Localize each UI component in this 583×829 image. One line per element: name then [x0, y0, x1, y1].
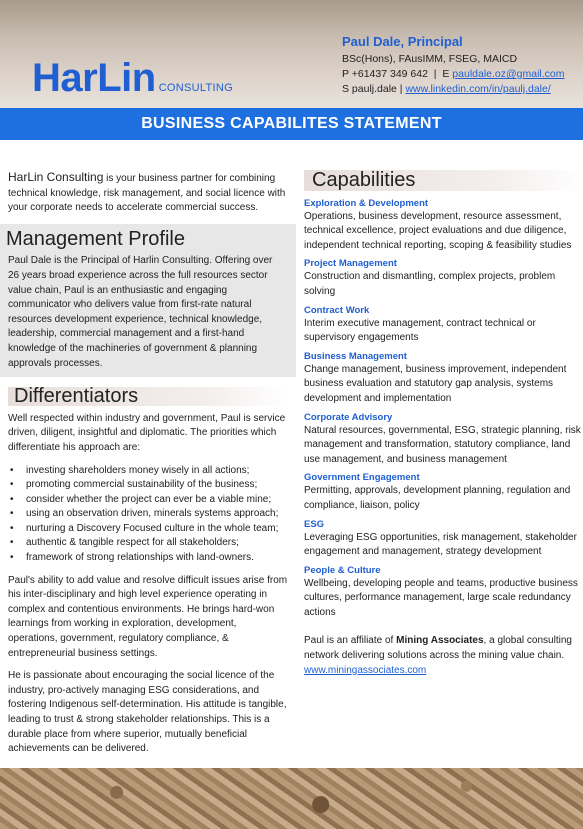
right-column	[304, 170, 583, 678]
management-profile-section	[0, 224, 296, 377]
footer-rock-image	[0, 768, 583, 829]
capability-desc: Operations, business development, resource assessment, technical excellence, project evaluations and due diligence, independent technical reporting, scoping & feasibility studies	[304, 210, 572, 251]
linkedin-link[interactable]: www.linkedin.com/in/paulj.dale/	[405, 83, 551, 95]
intro-text: is your business partner for combining technical knowledge, risk management, and social licence with your corporate needs to accelerate commercial success.	[8, 173, 286, 214]
list-item: • authentic & tangible respect for all stakeholders;	[8, 536, 288, 551]
capability-title: Government Engagement	[304, 472, 420, 484]
logo-sub: CONSULTING	[158, 82, 233, 94]
email-prefix: E	[442, 68, 450, 80]
credentials: BSc(Hons), FAusIMM, FSEG, MAICD	[342, 53, 518, 65]
differentiators-intro: Well respected within industry and government, Paul is service driven, diligent, insightful and diplomatic. The priorities which differentiate his approach are:	[8, 412, 286, 453]
capability-title: People & Culture	[304, 564, 381, 576]
capabilities-heading: Capabilities	[304, 170, 583, 191]
capability-desc: Wellbeing, developing people and teams, productive business cultures, performance management, large scale redundancy actions	[304, 577, 578, 618]
differentiators-para-2: He is passionate about encouraging the social licence of the industry, pro-actively managing ESG considerations, and fostering Indigenous self-determination. His attitude is tangible, leading to trust & strong stakeholder relationships. This is a durable place from where superior, mutually beneficial achievements can be delivered.	[8, 670, 287, 755]
capability-title: Corporate Advisory	[304, 411, 393, 423]
list-item: • using an observation driven, minerals systems approach;	[8, 507, 288, 522]
list-item: • framework of strong relationships with land-owners.	[8, 551, 288, 566]
list-item: • consider whether the project can ever be a viable mine;	[8, 493, 288, 508]
contact-line-skype	[342, 82, 565, 97]
header	[0, 0, 583, 108]
skype: S paulj.dale	[342, 83, 397, 95]
contact-line-phone	[342, 67, 565, 82]
management-text: Paul Dale is the Principal of Harlin Consulting. Offering over 26 years broad experience across the full resources sector value chain, Paul is an enthusiastic and engaging communicator who delivers value from first-rate natural resources development experience, technical knowledge, leadership, commercial management and a first-hand knowledge of the machineries of government & planning approvals processes.	[8, 255, 273, 369]
separator: |	[399, 83, 403, 95]
capability-title: Exploration & Development	[304, 197, 429, 209]
management-heading: Management Profile	[6, 227, 185, 250]
list-item: • promoting commercial sustainability of the business;	[8, 478, 288, 493]
list-item: • investing shareholders money wisely in all actions;	[8, 464, 288, 479]
capability-title: Project Management	[304, 258, 397, 270]
capability-title: Business Management	[304, 350, 407, 362]
affiliate-post: , a global consulting network delivering solutions across the mining value chain.	[304, 635, 572, 662]
capability-desc: Leveraging ESG opportunities, risk management, stakeholder engagement and management, strategy development	[304, 531, 577, 558]
capability-title: ESG	[304, 518, 325, 530]
logo-main: HarLin	[32, 56, 156, 100]
differentiators-heading: Differentiators	[8, 387, 288, 406]
title-banner: BUSINESS CAPABILITES STATEMENT	[0, 108, 583, 140]
capability-title: Contract Work	[304, 304, 370, 316]
affiliate-link[interactable]: www.miningassociates.com	[304, 664, 427, 676]
differentiators-list	[8, 464, 288, 566]
contact-name: Paul Dale, Principal	[342, 34, 463, 49]
intro	[8, 170, 288, 216]
intro-brand: HarLin Consulting	[8, 170, 104, 184]
capability-desc: Interim executive management, contract technical or supervisory engagements	[304, 317, 536, 344]
capability-desc: Change management, business improvement, independent business evaluation and statutory gap analysis, systems development and implementation	[304, 363, 567, 404]
logo	[32, 56, 233, 101]
capability-desc: Natural resources, governmental, ESG, strategic planning, risk management and transformation, statutory compliance, land use management, and business management	[304, 424, 581, 465]
contact-block	[342, 34, 565, 97]
differentiators-para-1: Paul's ability to add value and resolve difficult issues arise from his inter-disciplinary and high level experience operating in complex and contentious environments. He brings hard-won learnings from working in exploration, development, operations, government, regulatory compliance, & entrepreneurial business settings.	[8, 574, 288, 659]
capability-desc: Permitting, approvals, development planning, regulation and compliance, liaison, policy	[304, 485, 571, 511]
affiliate-org: Mining Associates	[396, 635, 484, 647]
separator: |	[433, 68, 437, 80]
capability-desc: Construction and dismantling, complex projects, problem solving	[304, 271, 556, 297]
email-link[interactable]: pauldale.oz@gmail.com	[452, 68, 565, 80]
affiliate-pre: Paul is an affiliate of	[304, 635, 397, 647]
phone: P +61437 349 642	[342, 68, 428, 80]
list-item: • nurturing a Discovery Focused culture in the whole team;	[8, 522, 288, 537]
affiliate-note	[304, 634, 583, 678]
left-column	[8, 170, 288, 765]
